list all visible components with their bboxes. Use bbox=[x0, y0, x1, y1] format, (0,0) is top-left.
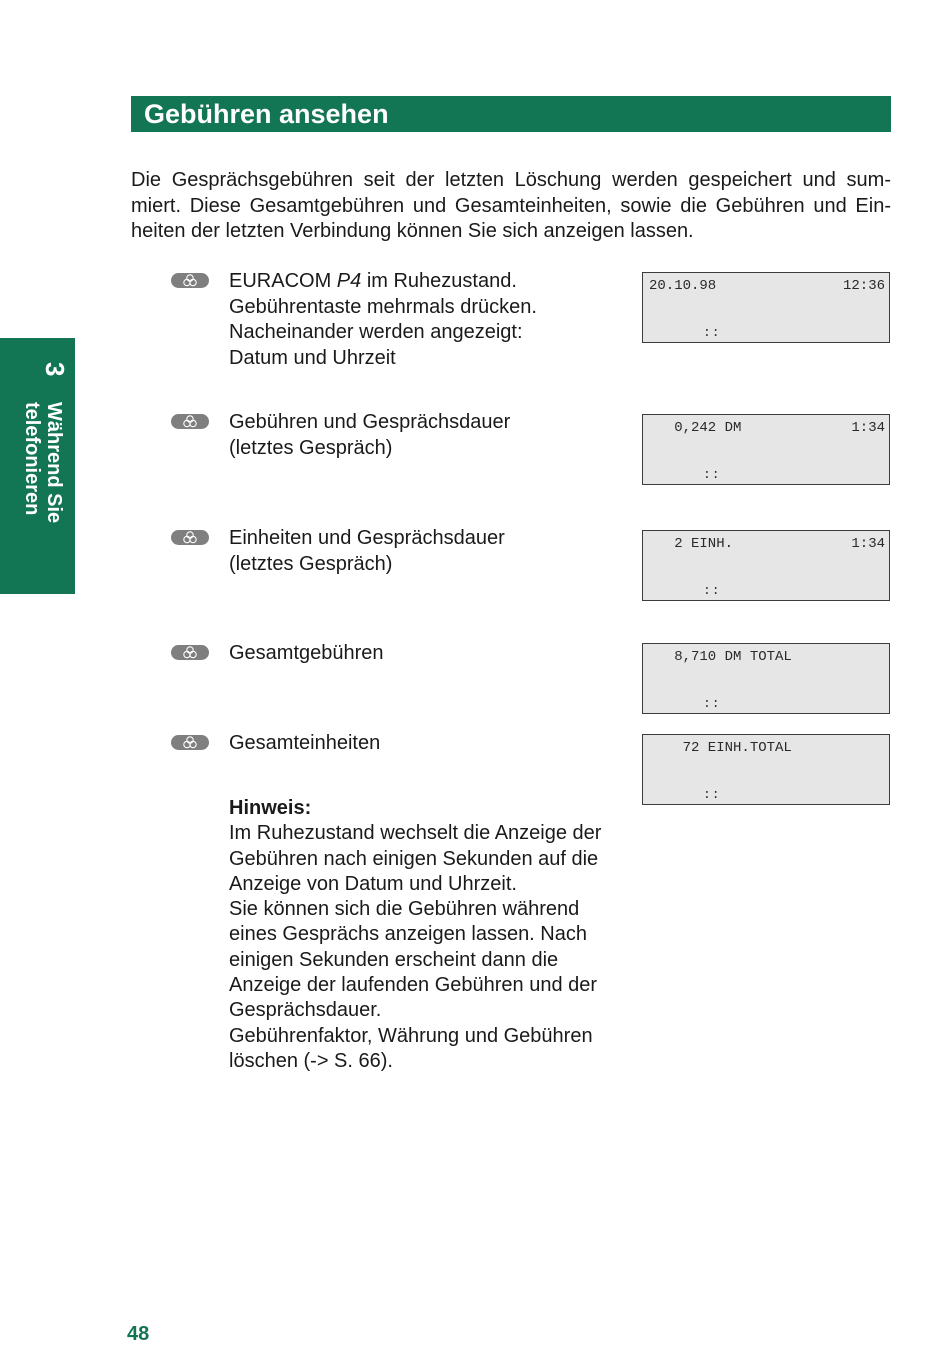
page-title: Gebühren ansehen bbox=[144, 99, 389, 129]
note-line: Sie können sich die Gebühren während bbox=[229, 898, 580, 921]
display-left-text: 0,242 DM bbox=[649, 420, 742, 436]
charge-key-icon bbox=[171, 645, 209, 660]
display-bottom-text: :: bbox=[703, 467, 721, 482]
display-last-units bbox=[642, 530, 890, 601]
step-1-prefix: EURACOM bbox=[229, 270, 337, 292]
display-right-text: 1:34 bbox=[851, 420, 885, 436]
note-line: Anzeige der laufenden Gebühren und der bbox=[229, 974, 598, 997]
note-block bbox=[229, 796, 649, 1074]
charge-key-icon bbox=[171, 273, 209, 288]
display-left-text: 72 EINH.TOTAL bbox=[649, 740, 792, 756]
note-line: eines Gesprächs anzeigen lassen. Nach bbox=[229, 923, 587, 946]
step-1-text bbox=[229, 269, 629, 371]
display-right-text: 12:36 bbox=[842, 278, 885, 294]
note-line: Gebühren nach einigen Sekunden auf die bbox=[229, 847, 599, 870]
display-bottom-text: :: bbox=[703, 696, 721, 711]
step-4-text bbox=[229, 641, 629, 667]
step-2-text bbox=[229, 410, 629, 461]
display-bottom-text: :: bbox=[703, 787, 721, 802]
display-total-units bbox=[642, 734, 890, 805]
note-line: Im Ruhezustand wechselt die Anzeige der bbox=[229, 822, 602, 845]
charge-key-icon bbox=[171, 735, 209, 750]
page-number: 48 bbox=[127, 1323, 150, 1345]
display-left-text: 8,710 DM TOTAL bbox=[649, 649, 792, 665]
step-3-line: (letztes Gespräch) bbox=[229, 552, 393, 575]
intro-line: Die Gesprächsgebühren seit der letzten Löschung werden gespeichert und sum- bbox=[131, 169, 891, 191]
step-5-text bbox=[229, 731, 629, 757]
intro-paragraph bbox=[131, 168, 891, 245]
step-1-line: Gebührentaste mehrmals drücken. bbox=[229, 295, 537, 318]
section-title-bar bbox=[131, 96, 891, 132]
intro-line: miert. Diese Gesamtgebühren und Gesamteinheiten, sowie die Gebühren und Ein- bbox=[131, 194, 891, 217]
charge-key-icon bbox=[171, 414, 209, 429]
step-3-line: Einheiten und Gesprächsdauer bbox=[229, 527, 505, 549]
step-3-text bbox=[229, 526, 629, 577]
display-left-text: 20.10.98 bbox=[649, 278, 717, 294]
step-1-line bbox=[229, 269, 629, 295]
step-5-line: Gesamteinheiten bbox=[229, 732, 381, 754]
note-line: Anzeige von Datum und Uhrzeit. bbox=[229, 872, 517, 895]
step-2-line: (letztes Gespräch) bbox=[229, 436, 393, 459]
chapter-title-line1: Während Sie bbox=[43, 402, 65, 524]
chapter-title-line2: telefonieren bbox=[21, 402, 43, 516]
step-1-line: Nacheinander werden angezeigt: bbox=[229, 321, 523, 343]
chapter-number: 3 bbox=[40, 362, 70, 377]
note-line: Gebührenfaktor, Währung und Gebühren bbox=[229, 1024, 593, 1047]
note-line: löschen (-> S. 66). bbox=[229, 1049, 393, 1072]
display-left-text: 2 EINH. bbox=[649, 536, 734, 552]
display-bottom-text: :: bbox=[703, 325, 721, 340]
step-4-line: Gesamtgebühren bbox=[229, 642, 384, 664]
charge-key-icon bbox=[171, 530, 209, 545]
model-name: P4 bbox=[336, 270, 362, 292]
note-heading: Hinweis: bbox=[229, 797, 312, 819]
note-line: einigen Sekunden erscheint dann die bbox=[229, 948, 559, 971]
intro-line: heiten der letzten Verbindung können Sie sich anzeigen lassen. bbox=[131, 220, 694, 242]
note-line: Gesprächsdauer. bbox=[229, 999, 382, 1022]
step-1-suffix: im Ruhezustand. bbox=[361, 270, 517, 292]
display-last-charges bbox=[642, 414, 890, 485]
display-date-time bbox=[642, 272, 890, 343]
chapter-tab bbox=[0, 338, 75, 594]
display-bottom-text: :: bbox=[703, 583, 721, 598]
step-1-line: Datum und Uhrzeit bbox=[229, 346, 396, 369]
display-right-text: 1:34 bbox=[851, 536, 885, 552]
step-2-line: Gebühren und Gesprächsdauer bbox=[229, 411, 511, 433]
display-total-charges bbox=[642, 643, 890, 714]
